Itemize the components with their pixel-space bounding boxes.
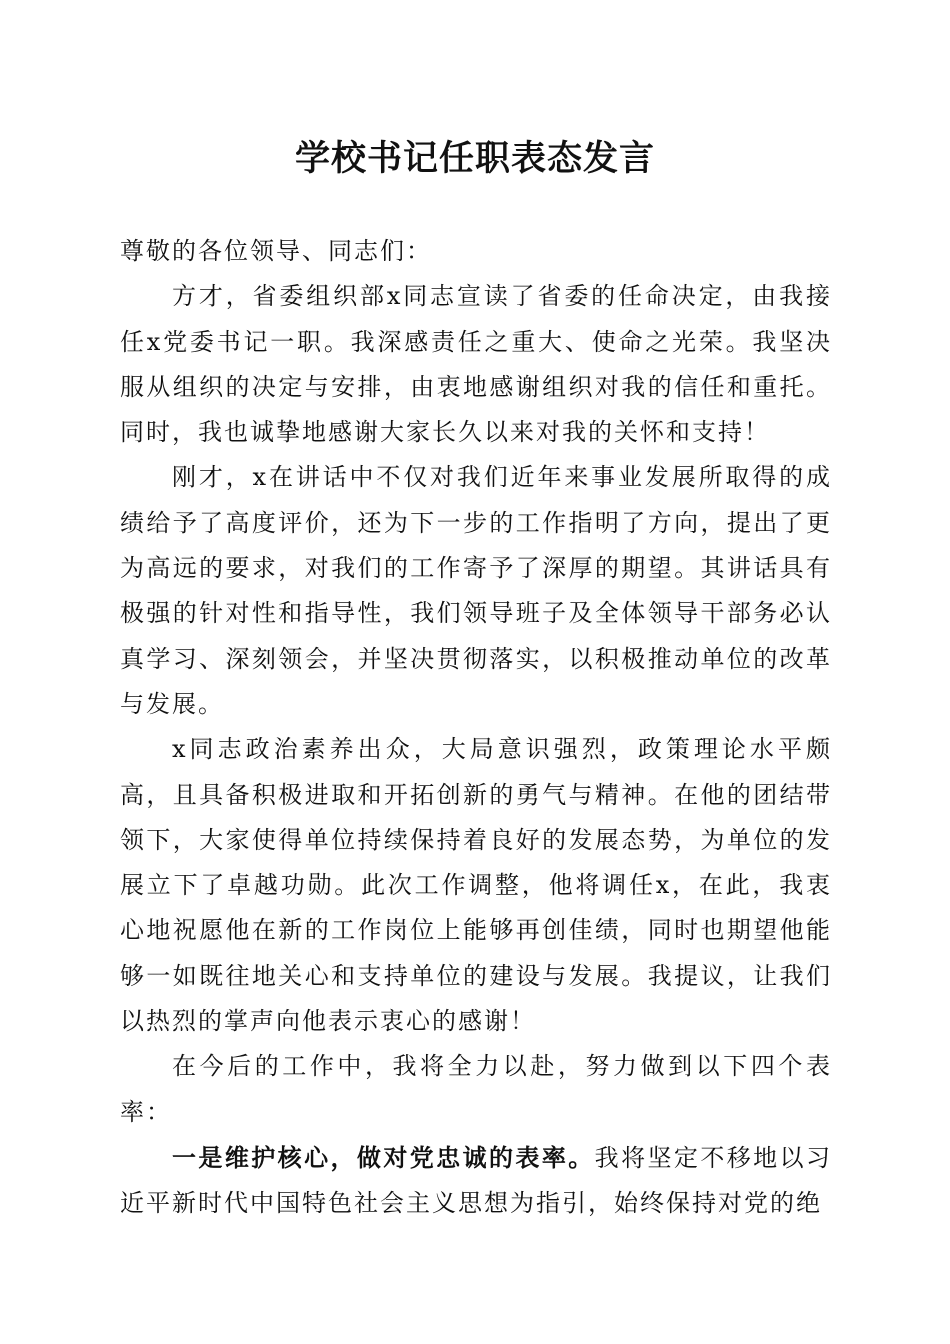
document-body <box>120 229 832 1227</box>
paragraph-appointment: 方才，省委组织部x同志宣读了省委的任命决定，由我接任x党委书记一职。我深感责任之重大、使命之光荣。我坚决服从组织的决定与安排，由衷地感谢组织对我的信任和重托。同时，我也诚挚地感谢大家长久以来对我的关怀和支持！ <box>120 282 832 447</box>
paragraph-commitment-intro: 在今后的工作中，我将全力以赴，努力做到以下四个表率： <box>120 1052 832 1126</box>
point-one-heading: 一是维护核心，做对党忠诚的表率。 <box>172 1142 595 1172</box>
salutation: 尊敬的各位领导、同志们： <box>120 237 432 265</box>
paragraph-predecessor-praise: x同志政治素养出众，大局意识强烈，政策理论水平颇高，且具备积极进取和开拓创新的勇气与精神。在他的团结带领下，大家使得单位持续保持着良好的发展态势，为单位的发展立下了卓越功勋。此次工作调整，他将调任x，在此，我衷心地祝愿他在新的工作岗位上能够再创佳绩，同时也期望他能够一如既往地关心和支持单位的建设与发展。我提议，让我们以热烈的掌声向他表示衷心的感谢！ <box>120 735 832 1036</box>
paragraph-speech-response: 刚才，x在讲话中不仅对我们近年来事业发展所取得的成绩给予了高度评价，还为下一步的工作指明了方向，提出了更为高远的要求，对我们的工作寄予了深厚的期望。其讲话具有极强的针对性和指导性，我们领导班子及全体领导干部务必认真学习、深刻领会，并坚决贯彻落实，以积极推动单位的改革与发展。 <box>120 463 832 718</box>
point-one-text: 我将坚定不移地以习近平新时代中国特色社会主义思想为指引，始终保持对党的绝 <box>120 1143 833 1218</box>
document-title: 学校书记任职表态发言 <box>294 138 655 179</box>
paragraph-point-one <box>120 1135 832 1227</box>
